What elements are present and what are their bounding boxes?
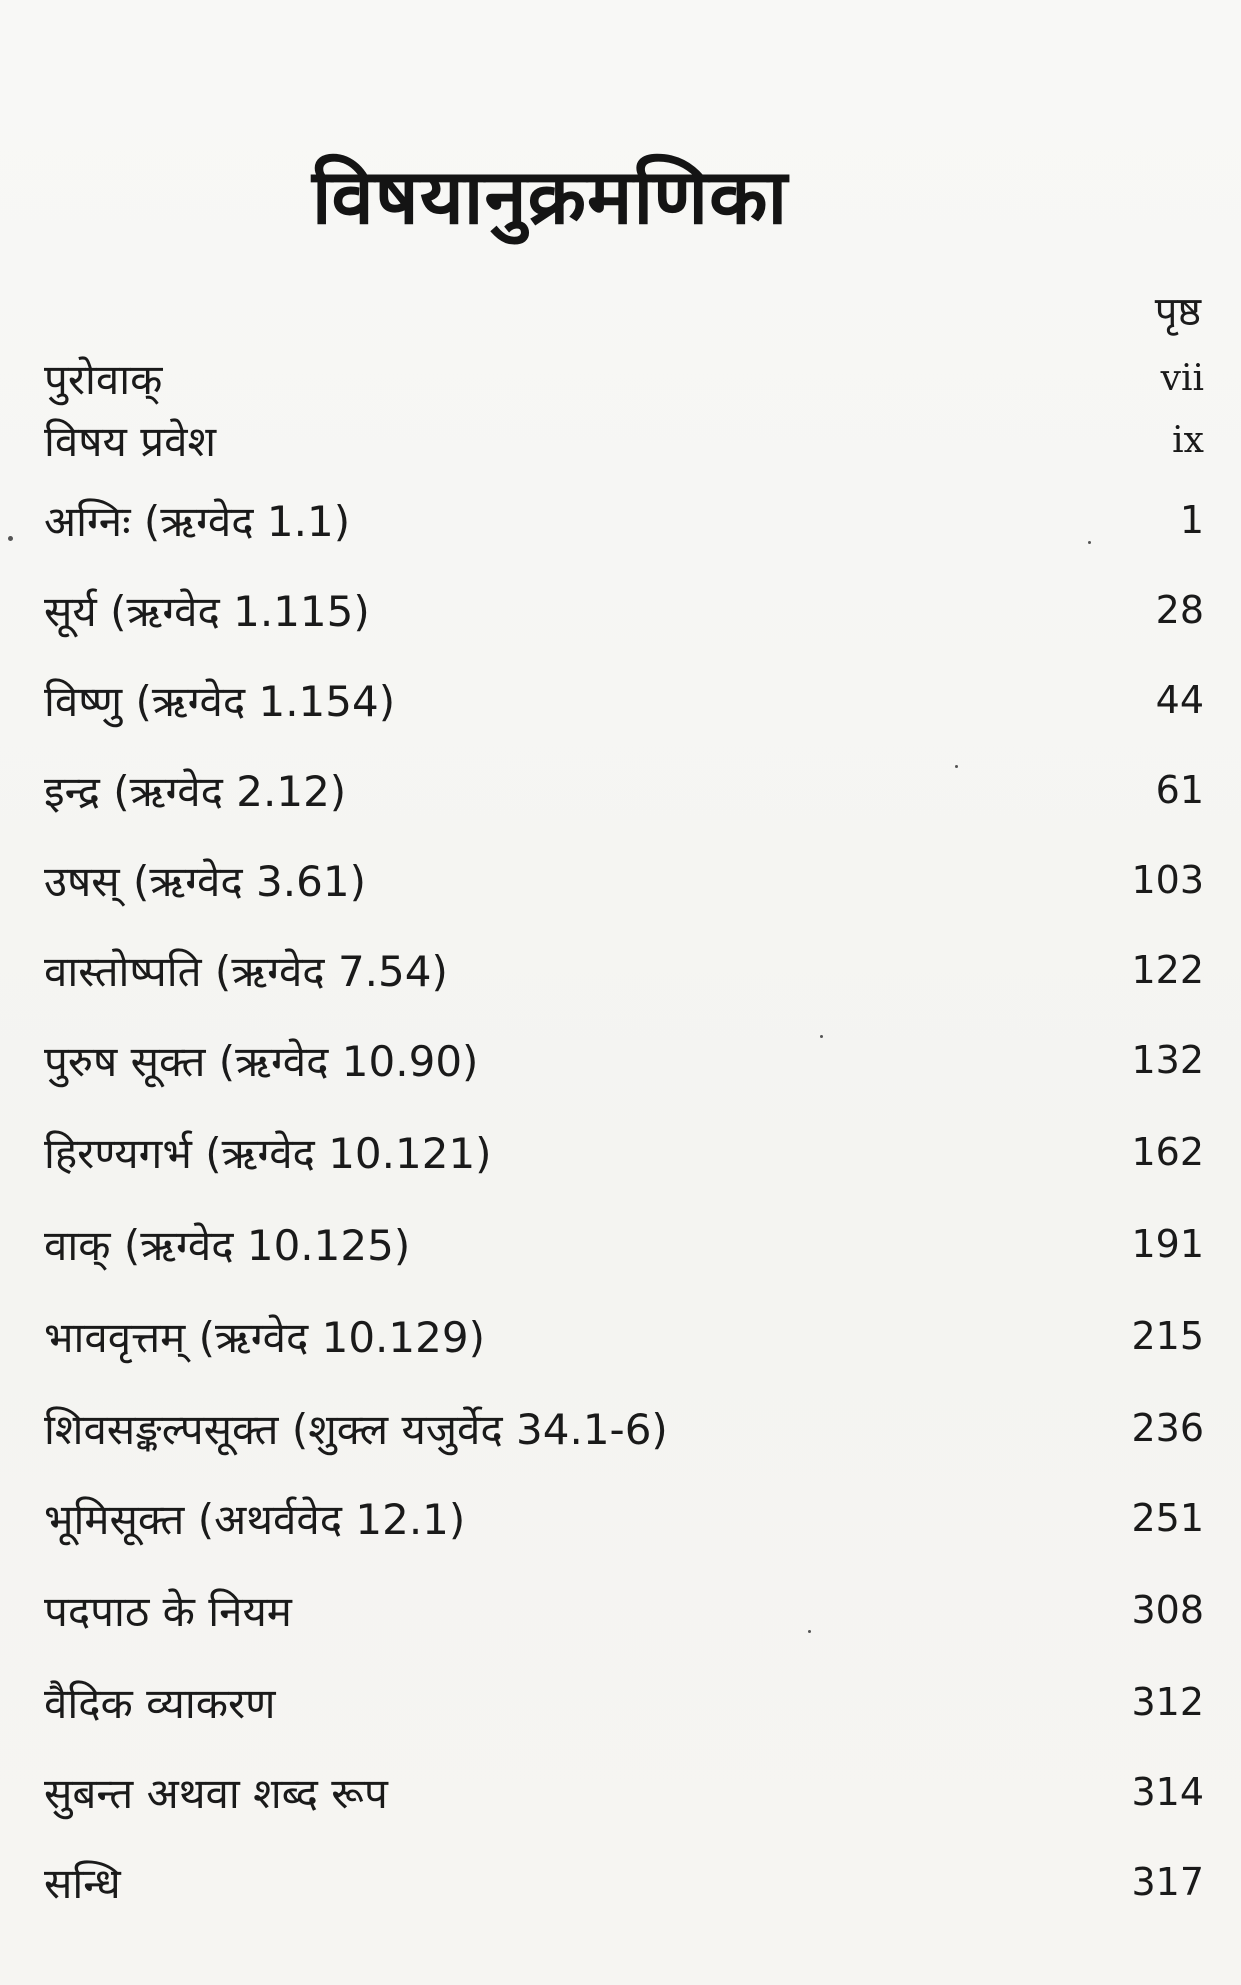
toc-entry-title: अग्निः (ऋग्वेद 1.1) <box>44 496 351 546</box>
toc-entry <box>44 1112 1204 1192</box>
toc-entry-page-number: 28 <box>1155 588 1204 632</box>
toc-entry-title: शिवसङ्कल्पसूक्त (शुक्ल यजुर्वेद 34.1-6) <box>44 1404 668 1454</box>
toc-entry-page-number: 132 <box>1131 1038 1204 1082</box>
toc-entry-title: विष्णु (ऋग्वेद 1.154) <box>44 676 396 726</box>
toc-entry <box>44 1752 1204 1832</box>
toc-entry-title: पुरुष सूक्त (ऋग्वेद 10.90) <box>44 1036 479 1086</box>
scan-speck <box>8 536 13 541</box>
toc-entry <box>44 480 1204 560</box>
toc-entry-title: हिरण्यगर्भ (ऋग्वेद 10.121) <box>44 1128 492 1178</box>
toc-entry-title: सुबन्त अथवा शब्द रूप <box>44 1768 388 1818</box>
toc-entry-title: वाक् (ऋग्वेद 10.125) <box>44 1220 411 1270</box>
toc-entry-page-number: 314 <box>1131 1770 1204 1814</box>
toc-entry-page-number: 215 <box>1131 1314 1204 1358</box>
toc-entry <box>44 570 1204 650</box>
toc-entry <box>44 840 1204 920</box>
page-column-heading: पृष्ठ <box>1154 289 1201 335</box>
toc-entry <box>44 1570 1204 1650</box>
toc-entry <box>44 930 1204 1010</box>
toc-entry-page-number: vii <box>1160 357 1204 399</box>
toc-entry <box>44 1662 1204 1742</box>
toc-entry-page-number: 308 <box>1131 1588 1204 1632</box>
scan-speck <box>808 1630 811 1633</box>
toc-entry-page-number: 122 <box>1131 948 1204 992</box>
toc-entry-title: सन्धि <box>44 1858 121 1908</box>
scan-speck <box>1088 541 1091 544</box>
toc-entry-title: पदपाठ के नियम <box>44 1586 292 1636</box>
toc-entry-title: सूर्य (ऋग्वेद 1.115) <box>44 586 370 636</box>
toc-entry-page-number: ix <box>1172 419 1204 461</box>
toc-entry-page-number: 317 <box>1131 1860 1204 1904</box>
toc-entry <box>44 1478 1204 1558</box>
page-title: विषयानुक्रमणिका <box>311 151 789 241</box>
toc-entry-page-number: 236 <box>1131 1406 1204 1450</box>
toc-entry-title: वैदिक व्याकरण <box>44 1678 276 1728</box>
toc-entry <box>44 1204 1204 1284</box>
toc-entry-title: भाववृत्तम् (ऋग्वेद 10.129) <box>44 1312 485 1362</box>
scan-speck <box>955 765 958 768</box>
toc-entry-page-number: 103 <box>1131 858 1204 902</box>
toc-entry-page-number: 191 <box>1131 1222 1204 1266</box>
toc-entry-title: विषय प्रवेश <box>44 416 217 466</box>
toc-entry-title: इन्द्र (ऋग्वेद 2.12) <box>44 766 347 816</box>
toc-entry-title: वास्तोष्पति (ऋग्वेद 7.54) <box>44 946 448 996</box>
toc-entry-page-number: 61 <box>1155 768 1204 812</box>
toc-entry <box>44 1296 1204 1376</box>
toc-entry <box>44 1020 1204 1100</box>
scan-speck <box>820 1035 823 1038</box>
toc-entry <box>44 660 1204 740</box>
toc-entry-page-number: 162 <box>1131 1130 1204 1174</box>
toc-entry <box>44 400 1204 480</box>
toc-entry <box>44 1842 1204 1922</box>
toc-entry-page-number: 312 <box>1131 1680 1204 1724</box>
toc-entry-title: भूमिसूक्त (अथर्ववेद 12.1) <box>44 1494 466 1544</box>
toc-entry <box>44 750 1204 830</box>
toc-entry-title: पुरोवाक् <box>44 354 163 404</box>
toc-entry-title: उषस् (ऋग्वेद 3.61) <box>44 856 366 906</box>
toc-entry-page-number: 1 <box>1179 498 1204 542</box>
toc-entry <box>44 1388 1204 1468</box>
toc-entry-page-number: 44 <box>1155 678 1204 722</box>
toc-entry-page-number: 251 <box>1131 1496 1204 1540</box>
